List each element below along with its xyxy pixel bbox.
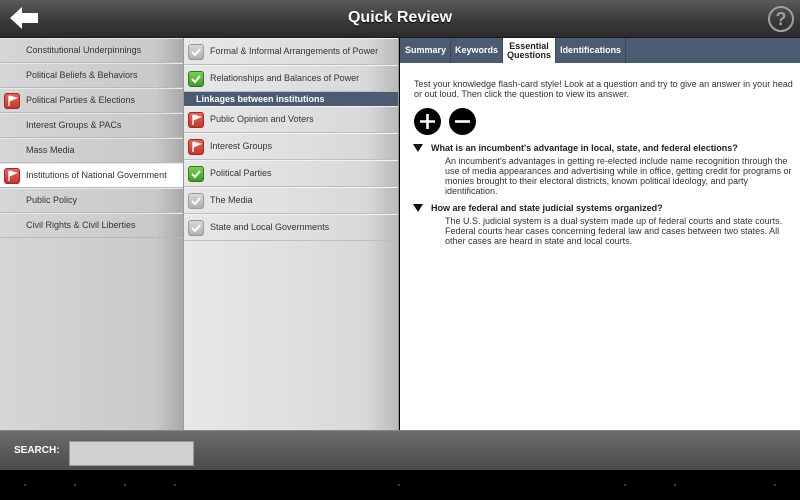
topic-item-label: Mass Media — [26, 145, 75, 155]
flag-icon — [188, 139, 204, 155]
topic-item-label: Constitutional Underpinnings — [26, 45, 142, 55]
tab-essential-questions[interactable] — [503, 38, 556, 63]
search-bar — [0, 430, 800, 470]
subtopic-item[interactable] — [184, 38, 398, 65]
tab-identifications[interactable]: Identifications — [556, 38, 626, 63]
tab-keywords[interactable]: Keywords — [451, 38, 503, 63]
system-dot — [174, 484, 176, 486]
qa-item — [413, 203, 793, 246]
section-header: Linkages between institutions — [184, 92, 398, 106]
topic-item-constitutional-underpinnings[interactable] — [0, 38, 183, 63]
subtopic-label: Public Opinion and Voters — [210, 114, 314, 124]
answer-text: An incumbent's advantages in getting re-elected include name recognition through the use of media appearances and advertising while in office, getting credit for programs or monies brought to their electoral districts, known political ideology, and party identification. — [445, 156, 792, 196]
topic-item-label: Public Policy — [26, 195, 78, 205]
tab-label-line2: Questions — [507, 50, 552, 60]
search-label: SEARCH: — [14, 445, 60, 456]
help-button[interactable] — [768, 6, 794, 32]
subtopic-item[interactable] — [184, 214, 398, 241]
flag-icon — [4, 93, 20, 109]
question-toggle[interactable] — [413, 203, 793, 213]
system-dot — [398, 484, 400, 486]
qa-item — [413, 143, 793, 196]
subtopic-item[interactable] — [184, 106, 398, 133]
flag-icon — [4, 168, 20, 184]
plus-icon — [414, 108, 441, 135]
subtopic-item[interactable] — [184, 133, 398, 160]
check-icon — [188, 193, 204, 209]
tab-label-line1: Essential — [509, 41, 549, 51]
subtopic-item[interactable] — [184, 187, 398, 214]
topic-item-political-beliefs[interactable] — [0, 63, 183, 88]
check-icon — [188, 44, 204, 60]
topic-item-political-parties[interactable] — [0, 88, 183, 113]
content-panel — [400, 38, 800, 430]
question-toggle[interactable] — [413, 143, 793, 153]
topic-item-label: Political Parties & Elections — [26, 95, 136, 105]
triangle-down-icon — [413, 144, 423, 152]
subtopic-label: Relationships and Balances of Power — [210, 73, 360, 83]
subtopic-label: Political Parties — [210, 168, 272, 178]
collapse-all-button[interactable] — [449, 108, 476, 135]
check-icon — [188, 220, 204, 236]
check-icon — [188, 71, 204, 87]
tab-bar — [400, 38, 800, 63]
topic-item-civil-rights[interactable] — [0, 213, 183, 238]
topic-item-label: Interest Groups & PACs — [26, 120, 122, 130]
help-icon: ? — [775, 9, 787, 29]
top-bar — [0, 0, 800, 38]
page-title: Quick Review — [347, 9, 453, 26]
system-dot — [774, 484, 776, 486]
system-dot — [624, 484, 626, 486]
question-text: What is an incumbent's advantage in local, state, and federal elections? — [431, 143, 738, 153]
system-dot — [74, 484, 76, 486]
tab-summary[interactable]: Summary — [401, 38, 451, 63]
subtopic-label: Interest Groups — [210, 141, 273, 151]
intro-text: Test your knowledge flash-card style! Look at a question and try to give an answer in your head or out loud. Then click the question to view its answer. — [414, 79, 793, 99]
topic-item-institutions[interactable] — [0, 163, 183, 188]
subtopic-item[interactable] — [184, 65, 398, 92]
topic-item-label: Institutions of National Government — [26, 170, 167, 180]
system-dot — [24, 484, 26, 486]
subtopic-label: State and Local Governments — [210, 222, 330, 232]
flag-icon — [188, 112, 204, 128]
subtopic-item[interactable] — [184, 160, 398, 187]
triangle-down-icon — [413, 204, 423, 212]
topic-item-mass-media[interactable] — [0, 138, 183, 163]
subtopic-label: Formal & Informal Arrangements of Power — [210, 46, 379, 56]
check-icon — [188, 166, 204, 182]
system-dot — [674, 484, 676, 486]
topic-item-public-policy[interactable] — [0, 188, 183, 213]
subtopic-label: The Media — [210, 195, 253, 205]
expand-all-button[interactable] — [414, 108, 441, 135]
topic-item-label: Political Beliefs & Behaviors — [26, 70, 138, 80]
topic-item-interest-groups[interactable] — [0, 113, 183, 138]
system-bar — [0, 470, 800, 500]
subtopic-list — [184, 38, 399, 430]
topic-item-label: Civil Rights & Civil Liberties — [26, 220, 136, 230]
minus-icon — [449, 108, 476, 135]
system-dot — [124, 484, 126, 486]
topic-list — [0, 38, 184, 430]
answer-text: The U.S. judicial system is a dual system made up of federal courts and state courts. Federal courts hear cases concerning federal law and cases between two states. All other cases are heard in state and local courts. — [445, 216, 783, 246]
question-text: How are federal and state judicial systems organized? — [431, 203, 663, 213]
search-input[interactable] — [69, 441, 194, 466]
